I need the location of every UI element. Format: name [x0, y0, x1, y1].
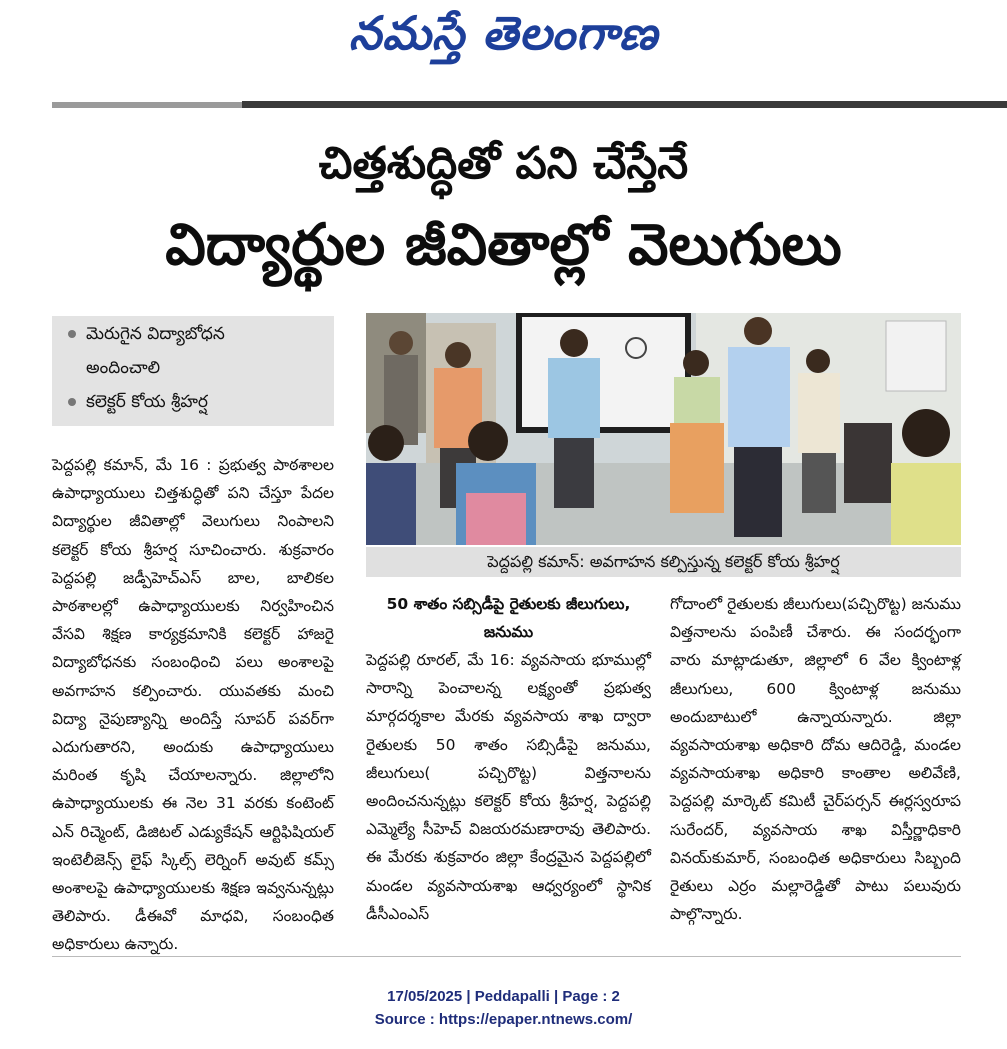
- article-2-body-part-1: పెద్దపల్లి రూరల్, మే 16: వ్యవసాయ భూముల్లో సారాన్ని పెంచాలన్న లక్ష్యంతో ప్రభుత్వ మార్గదర్శకాల మేరకు వ్యవసాయ శాఖ ద్వారా రైతులకు 50 శాతం సబ్సిడీపై జనుము, జీలుగులు( పచ్చిరొట్ట) విత్తనాలను అందించనున్నట్లు కలెక్టర్ కోయ శ్రీహర్ష, పెద్దపల్లి ఎమ్మెల్యే సీహెచ్ విజయరమణారావు తెలిపారు. ఈ మేరకు శుక్రవారం జిల్లా కేంద్రమైన పెద్దపల్లిలో మండల వ్యవసాయశాఖ ఆధ్వర్యంలో స్థానిక డీసీఎంఎస్: [366, 651, 651, 923]
- highlights-box: [52, 316, 334, 426]
- news-photo: [366, 313, 961, 545]
- article-2-column-2: [670, 590, 961, 928]
- footer-separator: [52, 956, 961, 957]
- article-1-column: [52, 451, 334, 959]
- highlight-item: [68, 324, 225, 348]
- headline-line-2: విద్యార్థుల జీవితాల్లో వెలుగులు: [165, 212, 842, 278]
- article-2-subheadline: 50 శాతం సబ్సిడీపై రైతులకు జీలుగులు, జనుము: [386, 595, 631, 641]
- article-2-column-1: [366, 590, 651, 928]
- classroom-photo-illustration: [366, 313, 961, 545]
- newspaper-masthead: నమస్తే తెలంగాణ: [348, 6, 659, 60]
- highlight-item: [68, 392, 208, 416]
- highlight-text: మెరుగైన విద్యాబోధన: [86, 324, 225, 344]
- bullet-icon: [68, 330, 76, 338]
- highlight-item-continued: అందించాలి: [86, 358, 161, 378]
- highlight-text: కలెక్టర్ కోయ శ్రీహర్ష: [86, 392, 209, 412]
- photo-caption: పెద్దపల్లి కమాన్: అవగాహన కల్పిస్తున్న కలెక్టర్ కోయ శ్రీహర్ష: [366, 547, 961, 577]
- masthead-rule-right: [242, 101, 1007, 108]
- footer-source: Source : https://epaper.ntnews.com/: [374, 1011, 633, 1028]
- article-2-body-part-2: గోదాంలో రైతులకు జీలుగులు(పచ్చిరొట్ట) జనుము విత్తనాలను పంపిణీ చేశారు. ఈ సందర్భంగా వారు మాట్లాడుతూ, జిల్లాలో 6 వేల క్వింటాళ్ల జీలుగులు, 600 క్వింటాళ్ల జనుము అందుబాటులో ఉన్నాయన్నారు. జిల్లా వ్యవసాయశాఖ అధికారి దోమ ఆదిరెడ్డి, మండల వ్యవసాయశాఖ అధికారి కాంతాల అలివేణి, పెద్దపల్లి మార్కెట్ కమిటీ చైర్‌పర్సన్ ఈర్లస్వరూప సురేందర్, వ్యవసాయ శాఖ విస్తీర్ణాధికారి వినయ్‌కుమార్, సంబంధిత అధికారులు సిబ్బంది రైతులు ఎర్రం మల్లారెడ్డితో పాటు పలువురు పాల్గొన్నారు.: [670, 595, 961, 924]
- bullet-icon: [68, 398, 76, 406]
- article-1-body: పెద్దపల్లి కమాన్, మే 16 : ప్రభుత్వ పాఠశాలల ఉపాధ్యాయులు చిత్తశుద్ధితో పని చేస్తూ పేదల విద్యార్థుల జీవితాల్లో వెలుగులు నింపాలని కలెక్టర్ కోయ శ్రీహర్ష సూచించారు. శుక్రవారం పెద్దపల్లి జడ్పీహెచ్‌ఎస్ బాల, బాలికల పాఠశాలల్లో ఉపాధ్యాయులకు నిర్వహించిన వేసవి శిక్షణ కార్యక్రమానికి కలెక్టర్ హాజరై విద్యాబోధనకు సంబంధించి పలు అంశాలపై అవగాహన కల్పించారు. యువతకు మంచి విద్యా నైపుణ్యాన్ని అందిస్తే సూపర్ పవర్‌గా ఎదుగుతారని, అందుకు ఉపాధ్యాయులు మరింత కృషి చేయాలన్నారు. జిల్లాలోని ఉపాధ్యాయులకు ఈ నెల 31 వరకు కంటెంట్ ఎన్ రిచ్మెంట్, డిజిటల్ ఎడ్యుకేషన్ ఆర్టిఫిషియల్ ఇంటెలీజెన్స్ లైఫ్ స్కిల్స్ లెర్నింగ్ అవుట్ కమ్స్ అంశాలపై ఉపాధ్యాయులకు శిక్షణ ఇవ్వనున్నట్లు తెలిపారు. డీఈవో మాధవి, సంబంధిత అధికారులు ఉన్నారు.: [52, 456, 334, 954]
- masthead-rule-left: [52, 102, 242, 108]
- footer-date-edition: 17/05/2025 | Peddapalli | Page : 2: [387, 988, 620, 1005]
- headline-line-1: చిత్తశుద్ధితో పని చేస్తేనే: [318, 138, 689, 189]
